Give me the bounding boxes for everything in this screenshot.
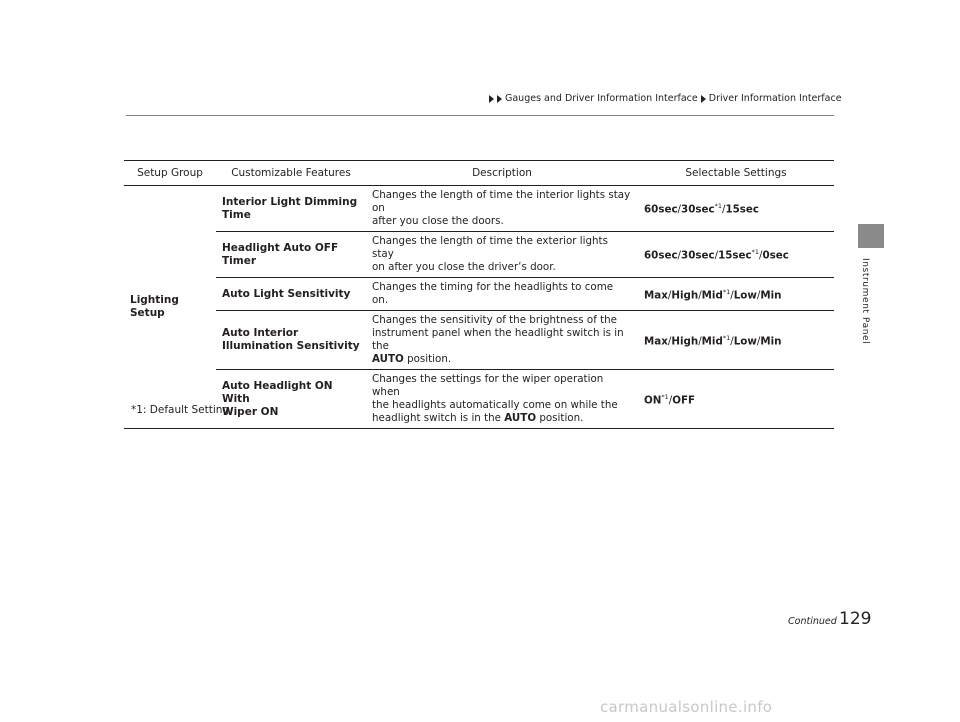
setting-separator: / <box>668 394 673 407</box>
description-line: position. <box>536 412 584 424</box>
column-header-setup-group: Setup Group <box>124 161 216 186</box>
table-header-row <box>124 161 834 186</box>
feature-description <box>366 186 638 232</box>
setting-option: Low <box>733 289 757 302</box>
description-line: Changes the settings for the wiper operation when <box>372 373 604 398</box>
breadcrumb-subsection[interactable]: Driver Information Interface <box>708 93 842 104</box>
description-line: Changes the sensitivity of the brightness of the <box>372 314 617 326</box>
setting-option: 0sec <box>762 249 789 262</box>
description-line: Changes the length of time the exterior lights stay <box>372 235 608 260</box>
description-keyword: AUTO <box>372 353 404 365</box>
setting-separator: / <box>677 249 682 262</box>
selectable-settings <box>638 311 834 370</box>
chapter-tab-label: Instrument Panel <box>860 258 870 345</box>
feature-name-line: Headlight Auto OFF <box>222 241 339 254</box>
description-line: headlight switch is in the <box>372 412 505 424</box>
description-line: Changes the length of time the interior lights stay on <box>372 189 631 214</box>
breadcrumb <box>489 93 842 104</box>
table-row <box>124 311 834 370</box>
breadcrumb-arrow-icon <box>489 95 494 103</box>
default-marker: *1 <box>722 333 731 342</box>
column-header-description: Description <box>366 161 638 186</box>
feature-description <box>366 278 638 311</box>
description-line: after you close the doors. <box>372 215 504 227</box>
feature-name-line: Time <box>222 208 251 221</box>
feature-description <box>366 311 638 370</box>
description-line: on after you close the driver’s door. <box>372 261 556 273</box>
breadcrumb-section[interactable]: Gauges and Driver Information Interface <box>505 93 698 104</box>
selectable-settings <box>638 232 834 278</box>
setting-separator: / <box>756 289 761 302</box>
feature-name <box>216 370 366 429</box>
default-marker: *1 <box>751 248 759 257</box>
feature-name <box>216 232 366 278</box>
description-line: position. <box>403 353 452 365</box>
description-line: instrument panel when the headlight switch is in the <box>372 327 624 352</box>
setting-option: Min <box>760 335 782 348</box>
selectable-settings <box>638 370 834 429</box>
setting-separator: / <box>714 249 719 262</box>
description-keyword: AUTO <box>504 412 537 424</box>
setting-separator: / <box>721 203 726 216</box>
setting-option: 30sec <box>681 249 715 262</box>
default-marker: *1 <box>722 287 731 296</box>
feature-description <box>366 370 638 429</box>
setting-option: Low <box>733 335 757 348</box>
setting-option-default: Mid <box>701 335 723 348</box>
setting-separator: / <box>698 335 702 348</box>
setup-group-label: Setup <box>130 307 165 319</box>
breadcrumb-arrow-icon <box>701 95 706 103</box>
setting-separator: / <box>698 289 702 302</box>
setting-separator: / <box>667 289 672 302</box>
setting-option: Min <box>760 289 782 302</box>
setting-option: High <box>671 335 699 348</box>
setting-separator: / <box>677 203 682 216</box>
setting-option: High <box>671 289 699 302</box>
feature-name <box>216 278 366 311</box>
setting-option-default: ON <box>644 394 662 407</box>
default-marker: *1 <box>661 392 669 401</box>
setting-option-default: Mid <box>701 289 723 302</box>
setting-option-default: 30sec <box>681 203 715 216</box>
settings-table <box>124 160 834 429</box>
selectable-settings <box>638 186 834 232</box>
description-line: the headlights automatically come on while the <box>372 399 618 411</box>
feature-name-line: Wiper ON <box>222 405 279 418</box>
column-header-features: Customizable Features <box>216 161 366 186</box>
feature-name-line: Illumination Sensitivity <box>222 340 360 352</box>
continued-label: Continued <box>788 616 837 627</box>
setting-option: 60sec <box>644 249 678 262</box>
feature-name <box>216 186 366 232</box>
feature-name-line: Auto Light Sensitivity <box>222 287 351 300</box>
selectable-settings <box>638 278 834 311</box>
feature-name <box>216 311 366 370</box>
watermark: carmanualsonline.info <box>600 698 773 716</box>
setting-option: OFF <box>672 394 696 407</box>
setting-separator: / <box>759 249 763 262</box>
setting-separator: / <box>730 289 734 302</box>
setting-option: Max <box>644 335 668 348</box>
column-header-settings: Selectable Settings <box>638 161 834 186</box>
setting-option: 60sec <box>644 203 678 216</box>
setting-separator: / <box>730 335 734 348</box>
feature-name-line: Timer <box>222 254 257 267</box>
breadcrumb-arrow-icon <box>497 95 502 103</box>
chapter-tab-marker <box>858 224 884 248</box>
feature-description <box>366 232 638 278</box>
setting-option: Max <box>644 289 668 302</box>
table-row <box>124 278 834 311</box>
table-row <box>124 370 834 429</box>
feature-name-line: Interior Light Dimming <box>222 195 358 208</box>
page-number: 129 <box>839 609 872 629</box>
feature-name-line: Auto Headlight ON With <box>222 379 333 405</box>
feature-name-line: Auto Interior <box>222 327 299 339</box>
setting-option: 15sec <box>725 203 759 216</box>
table-footnote: *1: Default Setting <box>131 404 230 416</box>
table-row <box>124 186 834 232</box>
setting-separator: / <box>756 335 761 348</box>
header-divider <box>126 115 834 116</box>
default-marker: *1 <box>714 202 722 211</box>
setting-separator: / <box>667 335 672 348</box>
description-line: Changes the timing for the headlights to come on. <box>372 281 614 306</box>
setup-group-label: Lighting <box>130 294 179 306</box>
setting-option-default: 15sec <box>718 249 752 262</box>
table-row <box>124 232 834 278</box>
setup-group-cell <box>124 186 216 429</box>
